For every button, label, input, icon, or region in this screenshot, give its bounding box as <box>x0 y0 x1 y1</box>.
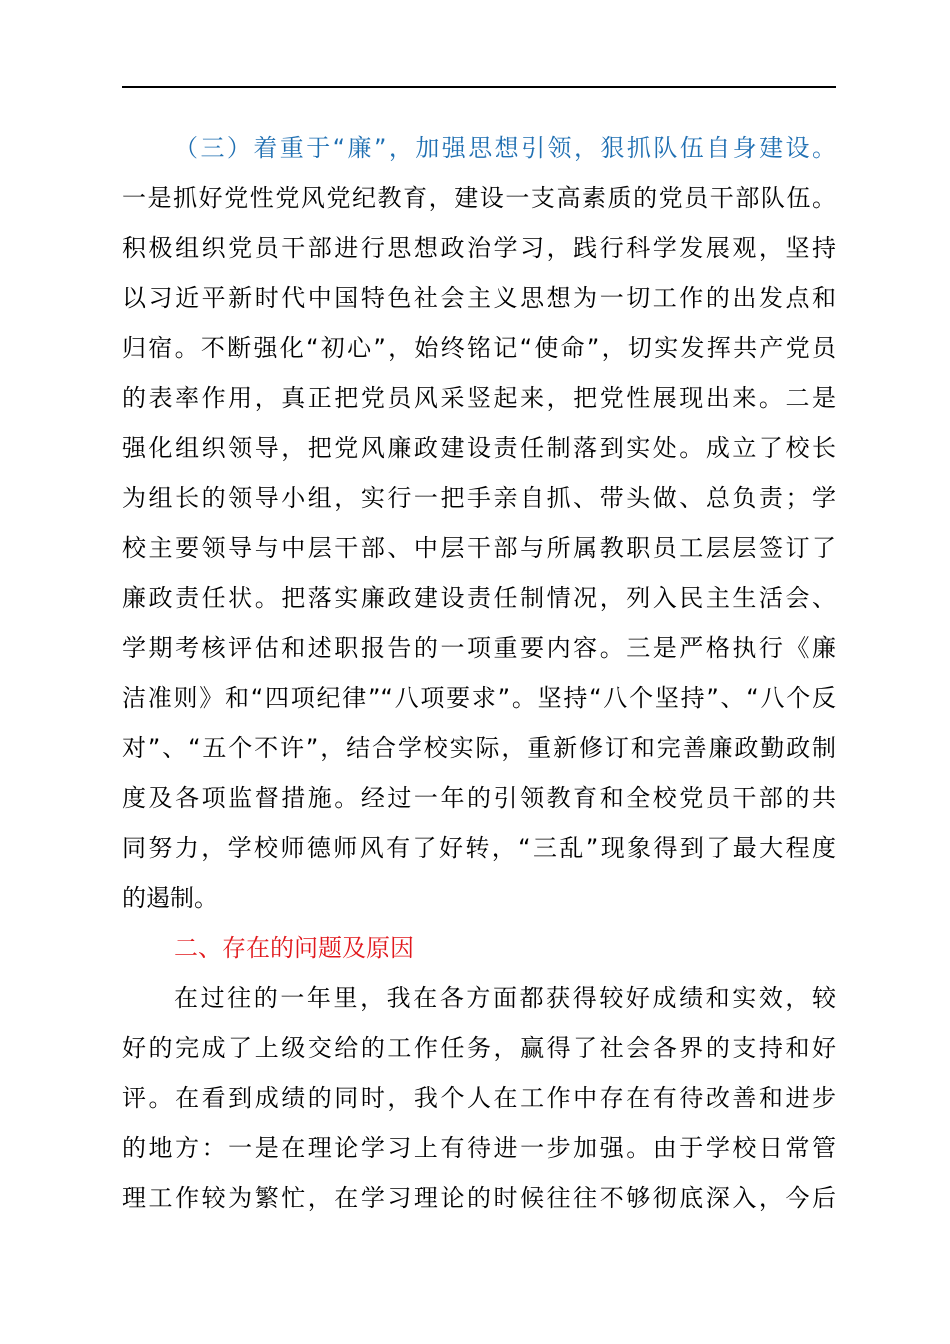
text-line: 学期考核评估和述职报告的一项重要内容。三是严格执行《廉 <box>122 634 836 662</box>
text-line: 强化组织领导，把党风廉政建设责任制落到实处。成立了校长 <box>122 434 836 462</box>
text-line: 洁准则》和“四项纪律”“八项要求”。坚持“八个坚持”、“八个反 <box>122 684 836 712</box>
text-line: 对”、“五个不许”，结合学校实际，重新修订和完善廉政勤政制 <box>122 734 836 762</box>
section-three-heading: （三）着重于“廉”，加强思想引领，狠抓队伍自身建设。 <box>174 134 836 162</box>
text-line: 好的完成了上级交给的工作任务，赢得了社会各界的支持和好 <box>122 1034 836 1062</box>
text-line: 廉政责任状。把落实廉政建设责任制情况，列入民主生活会、 <box>122 584 836 612</box>
text-line: 理工作较为繁忙，在学习理论的时候往往不够彻底深入，今后 <box>122 1184 836 1212</box>
text-line: 归宿。不断强化“初心”，始终铭记“使命”，切实发挥共产党员 <box>122 334 836 362</box>
paragraph-one <box>122 173 836 923</box>
text-line: 积极组织党员干部进行思想政治学习，践行科学发展观，坚持 <box>122 234 836 262</box>
text-line: 在过往的一年里，我在各方面都获得较好成绩和实效，较 <box>174 984 836 1012</box>
text-line: 度及各项监督措施。经过一年的引领教育和全校党员干部的共 <box>122 784 836 812</box>
text-line: 的遏制。 <box>122 884 218 912</box>
header-rule <box>122 86 836 88</box>
text-line: 评。在看到成绩的同时，我个人在工作中存在有待改善和进步 <box>122 1084 836 1112</box>
section-two-heading: 二、存在的问题及原因 <box>174 934 414 962</box>
text-line: 校主要领导与中层干部、中层干部与所属教职员工层层签订了 <box>122 534 836 562</box>
text-line: 以习近平新时代中国特色社会主义思想为一切工作的出发点和 <box>122 284 836 312</box>
text-line: 的地方：一是在理论学习上有待进一步加强。由于学校日常管 <box>122 1134 836 1162</box>
text-line: 一是抓好党性党风党纪教育，建设一支高素质的党员干部队伍。 <box>122 184 836 212</box>
text-line: 同努力，学校师德师风有了好转，“三乱”现象得到了最大程度 <box>122 834 836 862</box>
text-line: 的表率作用，真正把党员风采竖起来，把党性展现出来。二是 <box>122 384 836 412</box>
paragraph-two <box>122 973 836 1223</box>
text-line: 为组长的领导小组，实行一把手亲自抓、带头做、总负责；学 <box>122 484 836 512</box>
document-body <box>122 123 836 1223</box>
